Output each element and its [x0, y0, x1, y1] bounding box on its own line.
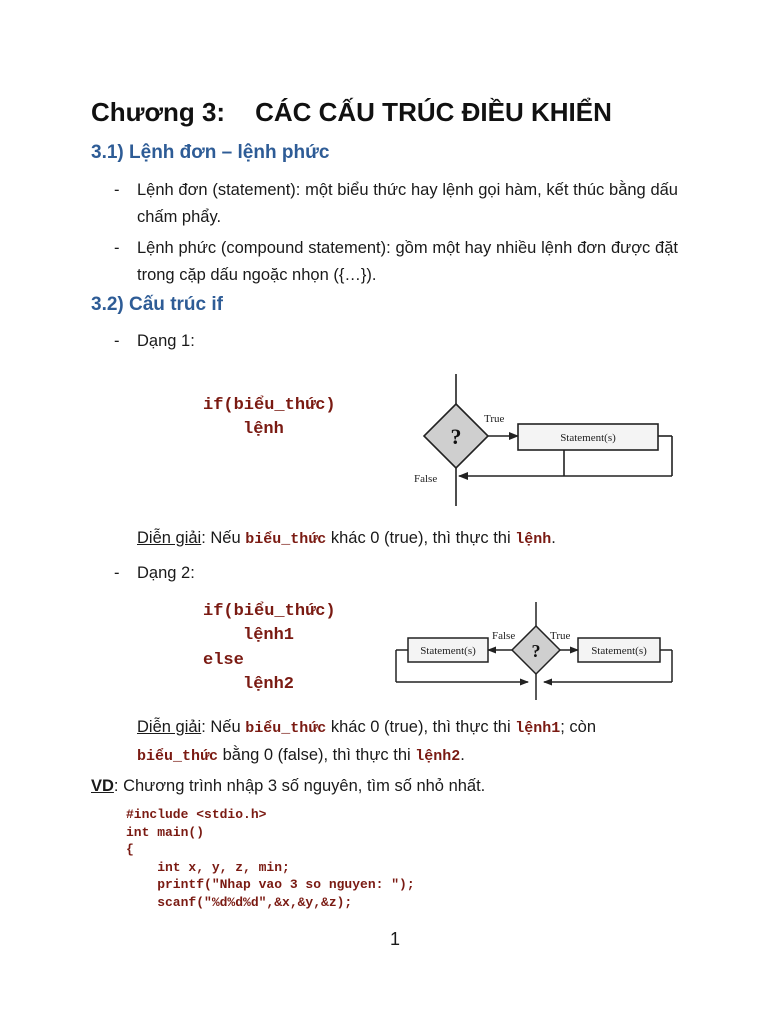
explain-code: lệnh2	[415, 748, 461, 765]
code-line: int main()	[126, 824, 205, 840]
decision-symbol: ?	[450, 424, 462, 449]
statement-box-label: Statement(s)	[420, 645, 476, 657]
page-number: 1	[389, 929, 400, 949]
if-else-flowchart	[388, 600, 680, 702]
code-line: scanf("%d%d%d",&x,&y,&z);	[126, 894, 353, 910]
statement-box-label: Statement(s)	[591, 645, 647, 657]
explain-label: Diễn giải	[137, 529, 202, 547]
example-code-block	[126, 806, 415, 911]
form2-explanation	[137, 714, 678, 770]
explain-code: biểu_thức	[137, 748, 219, 765]
section-3-1-heading: 3.1) Lệnh đơn – lệnh phức	[91, 142, 330, 163]
example-heading	[91, 773, 485, 800]
code-line: {	[126, 842, 134, 857]
false-label: False	[492, 630, 516, 642]
false-label: False	[414, 473, 438, 485]
explain-text: ; còn	[560, 718, 597, 736]
chapter-heading	[91, 97, 612, 128]
form1-explanation	[137, 525, 556, 553]
if-flowchart	[396, 372, 676, 508]
form2-code-statement2: lệnh2	[243, 675, 295, 694]
form1-code-if: if(biểu_thức)	[203, 396, 336, 415]
true-label: True	[550, 630, 571, 642]
true-label: True	[484, 413, 505, 425]
bullet-compound-statement: Lệnh phức (compound statement): gồm một hay nhiều lệnh đơn được đặt trong cặp dấu ngoặc nhọn ({…}).	[137, 239, 678, 284]
explain-text: .	[460, 746, 465, 764]
explain-code: biểu_thức	[245, 531, 327, 548]
explain-text: bằng 0 (false), thì thực thi	[218, 746, 416, 764]
example-label: VD	[91, 777, 114, 795]
section-3-2-heading: 3.2) Cấu trúc if	[91, 294, 223, 315]
example-text: : Chương trình nhập 3 số nguyên, tìm số nhỏ nhất.	[113, 777, 486, 795]
explain-code: biểu_thức	[245, 720, 327, 737]
explain-text: : Nếu	[201, 529, 246, 547]
explain-code: lệnh1	[515, 720, 561, 737]
form1-code-statement: lệnh	[243, 420, 284, 439]
form2-label: Dạng 2:	[137, 564, 195, 582]
chapter-number: Chương 3:	[91, 97, 226, 127]
form2-code-else: else	[203, 651, 244, 670]
form2-code-if: if(biểu_thức)	[203, 602, 336, 621]
form1-label: Dạng 1:	[137, 332, 195, 350]
form1-dash: -	[114, 332, 120, 350]
explain-text: .	[551, 529, 556, 547]
bullet-dash: -	[114, 239, 120, 257]
explain-label: Diễn giải	[137, 718, 202, 736]
explain-text: : Nếu	[201, 718, 246, 736]
explain-code: lệnh	[515, 531, 552, 548]
code-line: #include <stdio.h>	[126, 807, 267, 822]
explain-text: khác 0 (true), thì thực thi	[326, 529, 516, 547]
bullet-dash: -	[114, 181, 120, 199]
decision-symbol: ?	[531, 641, 541, 661]
statement-box-label: Statement(s)	[560, 432, 616, 444]
bullet-statement: Lệnh đơn (statement): một biểu thức hay lệnh gọi hàm, kết thúc bằng dấu chấm phẩy.	[137, 181, 678, 226]
form2-code-statement1: lệnh1	[243, 626, 295, 645]
explain-text: khác 0 (true), thì thực thi	[326, 718, 516, 736]
form2-dash: -	[114, 564, 120, 582]
chapter-title: CÁC CẤU TRÚC ĐIỀU KHIỂN	[255, 97, 612, 127]
code-line: printf("Nhap vao 3 so nguyen: ");	[126, 877, 415, 892]
code-line: int x, y, z, min;	[126, 859, 290, 875]
